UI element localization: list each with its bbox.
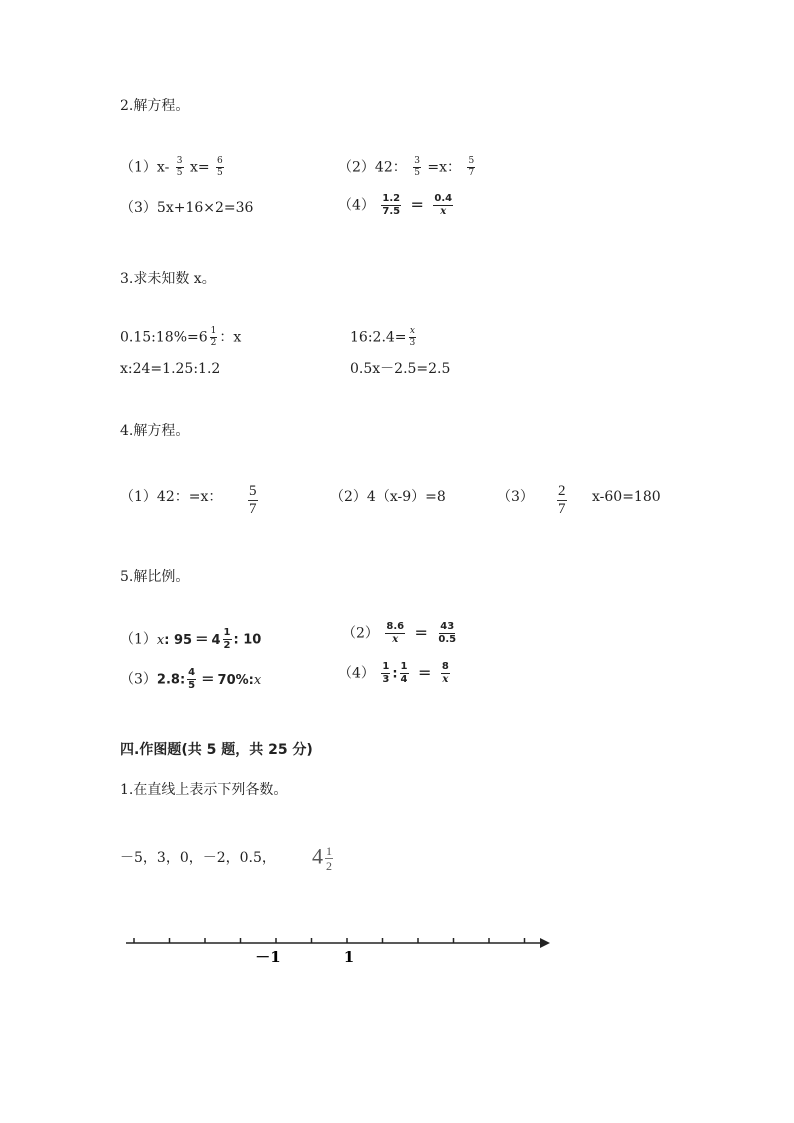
q2-problem-3: （3）5x+16×2=36	[120, 200, 254, 216]
s4-q1-title: 1.在直线上表示下列各数。	[120, 782, 288, 798]
q3-problem-2: 16:2.4= $\frac{x}{3}$	[350, 326, 416, 348]
q3-problem-4: 0.5x－2.5=2.5	[350, 361, 451, 377]
q5-problem-2: （2） $\frac{8.6}{x}$ = $\frac{43}{0.5}$	[342, 621, 457, 645]
number-line-label-neg1: －1	[255, 948, 281, 966]
q4-problem-3-label: （3）	[497, 489, 534, 505]
q5-title: 5.解比例。	[120, 569, 190, 585]
q4-title: 4.解方程。	[120, 423, 190, 439]
q4-problem-1-fraction: $\frac{5}{7}$	[249, 483, 257, 517]
q4-problem-3-rest: x-60=180	[592, 489, 661, 505]
q5-problem-1: （1）x: 95 = 4 $\frac{1}{2}$ : 10	[120, 627, 262, 651]
s4-q1-numbers: －5，3，0，－2，0.5，	[120, 850, 276, 866]
section-4-title: 四.作图题(共 5 题，共 25 分)	[120, 742, 313, 758]
q2-problem-1: （1）x- $\frac{3}{5}$ x= $\frac{6}{5}$	[120, 156, 223, 178]
q2-problem-4: （4） $\frac{1.2}{7.5}$ = $\frac{0.4}{x}$	[338, 193, 453, 217]
number-line-label-1: 1	[343, 948, 355, 966]
q5-problem-4: （4） $\frac{1}{3}$ : $\frac{1}{4}$ = $\frac{8}{x}$	[338, 661, 449, 685]
q3-problem-1: 0.15:18%=6 $\frac{1}{2}$ ：x	[120, 326, 242, 348]
s4-q1-mixed-number: 4 $\frac{1}{2}$	[312, 843, 332, 873]
number-line-arrow	[540, 938, 550, 948]
q4-problem-3-fraction: $\frac{2}{7}$	[558, 483, 566, 517]
q5-problem-3: （3）2.8: $\frac{4}{5}$ = 70%:x	[120, 667, 262, 691]
q4-problem-2: （2）4（x-9）=8	[330, 489, 446, 505]
q2-title: 2.解方程。	[120, 98, 190, 114]
number-line	[120, 930, 560, 970]
q3-title: 3.求未知数 x。	[120, 271, 216, 287]
q4-problem-1-label: （1）42：=x：	[120, 489, 223, 505]
q3-problem-3: x:24=1.25:1.2	[120, 361, 221, 377]
q2-problem-2: （2）42： $\frac{3}{5}$ =x： $\frac{5}{7}$	[338, 156, 475, 178]
